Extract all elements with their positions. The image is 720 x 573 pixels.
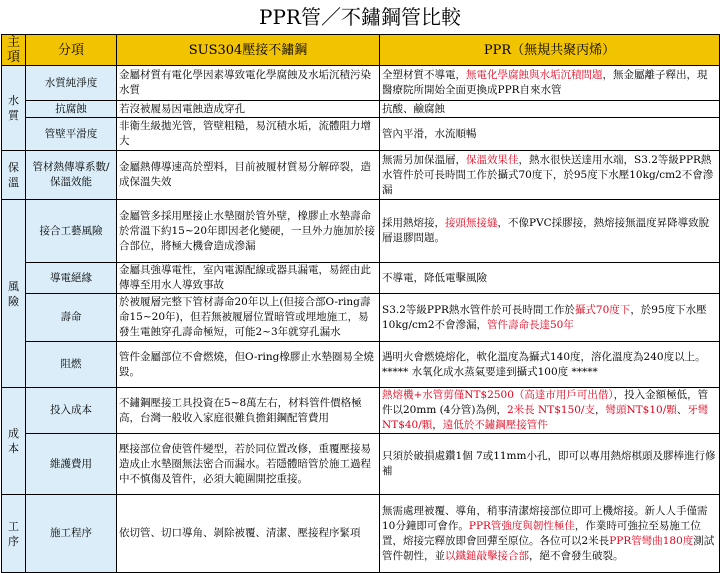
header-main: 主項 — [2, 35, 26, 66]
header-ppr: PPR（無規共聚丙烯） — [380, 35, 720, 66]
header-sub: 分項 — [26, 35, 117, 66]
sub-purity: 水質純淨度 — [26, 66, 117, 101]
sub-anticorrosion: 抗腐蝕 — [26, 101, 117, 118]
sub-lifespan: 壽命 — [26, 294, 117, 342]
table-row — [2, 200, 720, 263]
ppr-insulate: 不導電，降低電擊風險 — [380, 263, 720, 294]
category-process: 工序 — [2, 495, 26, 573]
ppr-purity: 全塑材質不導電，無電化學腐蝕與水垢沉積問題，無金屬離子釋出，現醫療院所開始全面更換成PPR自來水管 — [380, 66, 720, 101]
table-row — [2, 263, 720, 294]
table-row — [2, 294, 720, 342]
ppr-investment: 熱熔機+水管剪僅NT$2500（高達市用戶可出借），投入金額極低，管件以20mm (4分管)為例，2米長 NT$150/支，彎頭NT$10/顆、牙彎 NT$40/顆，遠低於不鏽鋼壓接管件 — [380, 388, 720, 434]
table-row — [2, 101, 720, 118]
sub-insulate: 導電絕緣 — [26, 263, 117, 294]
sub-flame: 阻燃 — [26, 342, 117, 388]
table-row — [2, 434, 720, 495]
sus-flame: 管件金屬部位不會燃燒，但O-ring橡膠止水墊圈易全燒毀。 — [117, 342, 380, 388]
sub-thermal: 管材熱傳導系數/保溫效能 — [26, 151, 117, 200]
ppr-lifespan: S3.2等級PPR熱水管件於可長時間工作於攝式70度下，於95度下水壓10kg/cm2不會滲漏，管件壽命長達50年 — [380, 294, 720, 342]
table-row — [2, 342, 720, 388]
ppr-flame: 遇明火會燃燒熔化，軟化溫度為攝式140度，溶化溫度為240度以上。 ***** 水氧化成水蒸氣要達到攝式100度 ***** — [380, 342, 720, 388]
table-row — [2, 495, 720, 573]
page-title: PPR管／不鏽鋼管比較 — [259, 5, 461, 29]
sus-insulate: 金屬具強導電性，室內電源配線或器具漏電，易經由此傳導至用水人導致事故 — [117, 263, 380, 294]
table-row — [2, 151, 720, 200]
ppr-thermal: 無需另加保溫層，保溫效果佳，熱水很快送達用水端，S3.2等級PPR熱水管件於可長時間工作於攝式70度下，於95度下水壓10kg/cm2不會滲漏 — [380, 151, 720, 200]
sub-joint: 接合工藝風險 — [26, 200, 117, 263]
sub-procedure: 施工程序 — [26, 495, 117, 573]
category-cost: 成本 — [2, 388, 26, 495]
sus-lifespan: 於被履層完整下管材壽命20年以上(但接合部O-ring壽命15~20年)，但若無被履層位置暗管或埋地施工，易發生電蝕穿孔壽命極短，可能2~3年就穿孔漏水 — [117, 294, 380, 342]
sus-investment: 不鏽鋼壓接工具投資在5~8萬左右，材料管件價格極高，台灣一般收入家庭很難負擔鉬鋼配管費用 — [117, 388, 380, 434]
ppr-joint: 採用熱熔接，接頭無接縫，不像PVC採膠接，熱熔接無溫度昇降導致脫層退膠問題。 — [380, 200, 720, 263]
ppr-maintenance: 只須於破損處鑽1個 7或11mm小孔，即可以專用熱熔棋頭及膠棒進行修補 — [380, 434, 720, 495]
sub-investment: 投入成本 — [26, 388, 117, 434]
table-row — [2, 66, 720, 101]
table-header-row — [2, 35, 720, 66]
category-insulation: 保溫 — [2, 151, 26, 200]
sub-maintenance: 維護費用 — [26, 434, 117, 495]
category-risk: 風險 — [2, 200, 26, 388]
ppr-procedure: 無需處理被覆、導角，稍事清潔熔接部位即可上機熔接。新人人手僅需10分鐘即可會作。PPR管強度與韌性極佳，作業時可強拉至易施工位置，熔接完釋放即會回彈至原位。各位可以2米長PPR管彎曲180度測試管件韌性，並以鐵鎚敲擊接合部，絕不會發生破裂。 — [380, 495, 720, 573]
category-water: 水質 — [2, 66, 26, 151]
sus-purity: 金屬材質有電化學因素導致電化學腐蝕及水垢沉積污染水質 — [117, 66, 380, 101]
ppr-anticorrosion: 抗酸、鹼腐蝕 — [380, 101, 720, 118]
sus-smoothness: 非衛生級拋光管，管壁粗糙，易沉積水垢，流體阻力增大 — [117, 118, 380, 151]
sub-smoothness: 管壁平滑度 — [26, 118, 117, 151]
comparison-table — [1, 34, 720, 573]
ppr-smoothness: 管內平滑，水流順暢 — [380, 118, 720, 151]
sus-joint: 金屬管多採用壓接止水墊圈於管外壁，橡膠止水墊壽命於常溫下約15~20年即因老化變硬，一旦外力施加於接合部位，將極大機會造成滲漏 — [117, 200, 380, 263]
header-sus: SUS304壓接不鏽鋼 — [117, 35, 380, 66]
sus-procedure: 依切管、切口導角、剝除被覆、清潔、壓接程序緊項 — [117, 495, 380, 573]
table-row — [2, 388, 720, 434]
sus-thermal: 金屬熱傳導速高於塑料，目前被履材質易分解碎裂，造成保溫失效 — [117, 151, 380, 200]
sus-anticorrosion: 若沒被履易因電蝕造成穿孔 — [117, 101, 380, 118]
table-row — [2, 118, 720, 151]
sus-maintenance: 壓接部位會使管件變型，若於同位置改修，重覆壓接易造成止水墊圈無法密合而漏水。若隱體暗管於施工過程中不慎傷及管件，必須大範圍開挖重接。 — [117, 434, 380, 495]
